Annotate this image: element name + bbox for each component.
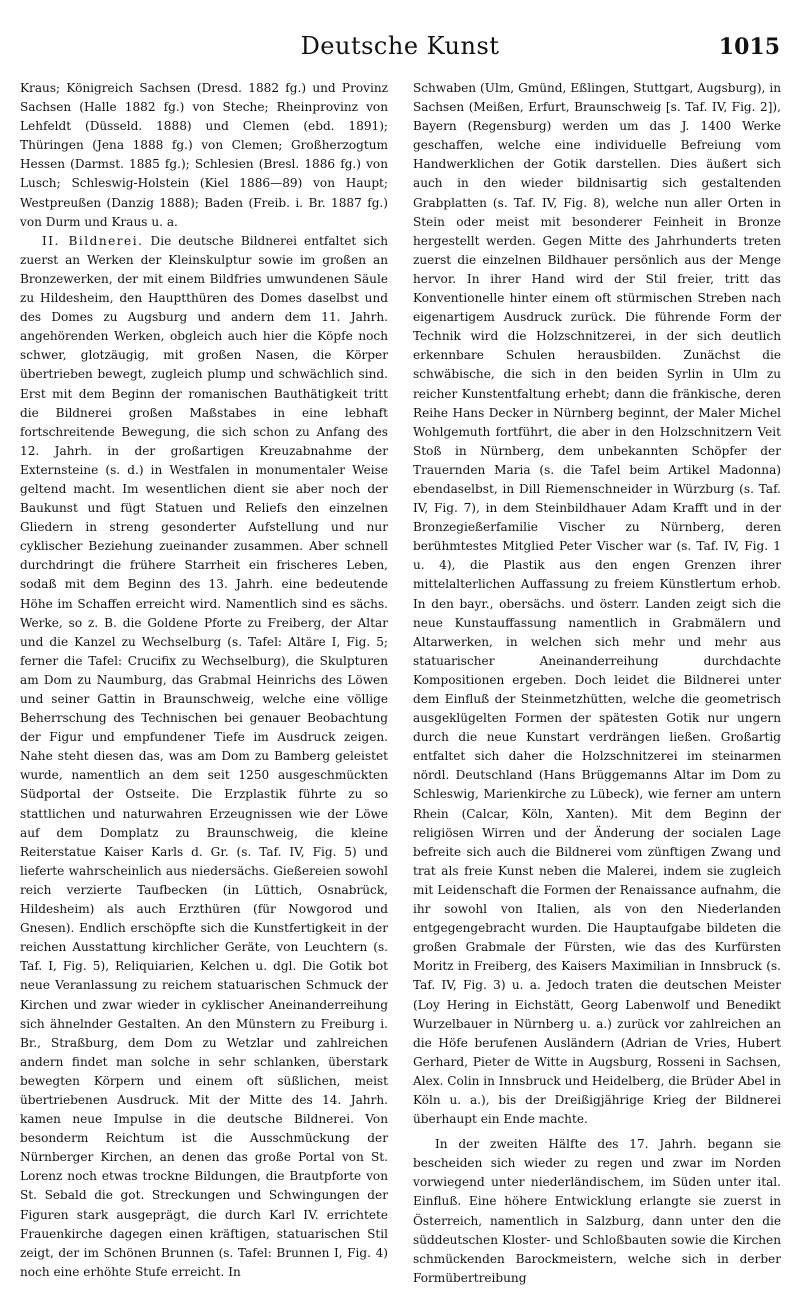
page-header — [20, 0, 780, 68]
left-column — [20, 79, 388, 1282]
section-heading-bildnerei: II. Bildnerei. — [42, 233, 144, 248]
paragraph-literature: Kraus; Königreich Sachsen (Dresd. 1882 fg.) und Provinz Sachsen (Halle 1882 fg.) von Steche; Rheinprovinz von Lehfeldt (Düsseld. 1888) und Clemen (ebd. 1891); Thüringen (Jena 1888 fg.) von Clemen; Großherzogtum Hessen (Darmst. 1885 fg.); Schlesien (Bresl. 1886 fg.) von Lusch; Schleswig-Holstein (Kiel 1886—89) von Haupt; Westpreußen (Danzig 1888); Baden (Freib. i. Br. 1887 fg.) von Durm und Kraus u. a. — [20, 81, 388, 229]
running-title: Deutsche Kunst — [300, 32, 500, 60]
page-number: 1015 — [718, 34, 780, 60]
paragraph-late-gothic: Schwaben (Ulm, Gmünd, Eßlingen, Stuttgart, Augsburg), in Sachsen (Meißen, Erfurt, Braunschweig [s. Taf. IV, Fig. 2]), Bayern (Regensburg) werden um das J. 1400 Werke geschaffen, welche eine individuelle Befreiung vom Handwerklichen der Gotik darstellen. Dies äußert sich auch in den wieder bildnisartig sich gestaltenden Grabplatten (s. Taf. IV, Fig. 8), welche nun aller Orten in Stein oder meist mit besonderer Feinheit in Bronze hergestellt werden. Gegen Mitte des Jahrhunderts treten zuerst die einzelnen Bildhauer persönlich aus der Menge hervor. In ihrer Hand wird der Stil freier, tritt das Konventionelle hinter einem oft stürmischen Streben nach eigenartigem Ausdruck zurück. Die führende Form der Technik wird die Holzschnitzerei, in der sich deutlich erkennbare Schulen herausbilden. Zunächst die schwäbische, die sich in den beiden Syrlin in Ulm zu reicher Kunstentfaltung erhebt; dann die fränkische, deren Reihe Hans Decker in Nürnberg beginnt, der Maler Michel Wohlgemuth fortführt, die aber in den Holzschnitzern Veit Stoß in Nürnberg, dem unbekannten Schöpfer der Trauernden Maria (s. die Tafel beim Artikel Madonna) ebendaselbst, in Dill Riemenschneider in Würzburg (s. Taf. IV, Fig. 7), in dem Steinbildhauer Adam Krafft und in der Bronzegießerfamilie Vischer zu Nürnberg, deren berühmtestes Mitglied Peter Vischer war (s. Taf. IV, Fig. 1 u. 4), die Plastik aus den engen Grenzen ihrer mittelalterlichen Auffassung zu freiem Künstlertum erhob. In den bayr., obersächs. und österr. Landen zeigt sich die neue Kunstauffassung namentlich in Grabmälern und Altarwerken, in welchen sich mehr und mehr aus statuarischer Aneinanderreihung durchdachte Kompositionen ergeben. Doch leidet die Bildnerei unter dem Einfluß der Steinmetzhütten, welche die geometrisch ausgeklügelten Formen der spätesten Gotik nur ungern durch die neue Kunstart verdrängen ließen. Großartig entfaltet sich daher die Holzschnitzerei im steinarmen nördl. Deutschland (Hans Brüggemanns Altar im Dom zu Schleswig, Marienkirche zu Lübeck), wie ferner am untern Rhein (Calcar, Köln, Xanten). Mit dem Beginn der religiösen Wirren und der Änderung der socialen Lage befreite sich auch die Bildnerei vom zünftigen Zwang und trat als freie Kunst neben die Malerei, indem sie zugleich mit Leidenschaft die Formen der Renaissance aufnahm, die ihr sowohl von Italien, als von den Niederlanden entgegengebracht wurden. Die Hauptaufgabe bildeten die großen Grabmale der Fürsten, wie das des Kurfürsten Moritz in Freiberg, des Kaisers Maximilian in Innsbruck (s. Taf. IV, Fig. 3) u. a. Jedoch traten die deutschen Meister (Loy Hering in Eichstätt, Georg Labenwolf und Benedikt Wurzelbauer in Nürnberg u. a.) zurück vor zahlreichen an die Höfe berufenen Ausländern (Adrian de Vries, Hubert Gerhard, Pieter de Witte in Augsburg, Rosseni in Sachsen, Alex. Colin in Innsbruck und Heidelberg, die Brüder Abel in Köln u. a.), bis der Dreißigjährige Krieg der Bildnerei überhaupt ein Ende machte. — [413, 81, 781, 1127]
paragraph-17th-century: In der zweiten Hälfte des 17. Jahrh. begann sie bescheiden sich wieder zu regen und zwar im Norden vorwiegend unter niederländischem, im Süden unter ital. Einfluß. Eine höhere Entwicklung erlangte sie zuerst in Österreich, namentlich in Salzburg, dann unter den die süddeutschen Kloster- und Schloßbauten sowie die Kirchen schmückenden Barockmeistern, welche sich in derber Formübertreibung — [413, 1137, 781, 1285]
paragraph-bildnerei-text: Die deutsche Bildnerei entfaltet sich zuerst an Werken der Kleinskulptur sowie im großen an Bronzewerken, der mit einem Bildfries umwundenen Säule zu Hildesheim, den Hauptthüren des Domes daselbst und des Domes zu Augsburg und andern dem 11. Jahrh. angehörenden Werken, obgleich auch hier die Köpfe noch schwer, glotzäugig, mit großen Nasen, die Körper übertrieben bewegt, zugleich plump und schwächlich sind. Erst mit dem Beginn der romanischen Bauthätigkeit tritt die Bildnerei großen Maßstabes in eine lebhaft fortschreitende Bewegung, die sich schon zu Anfang des 12. Jahrh. in der großartigen Kreuzabnahme der Externsteine (s. d.) in Westfalen in monumentaler Weise geltend macht. Im wesentlichen dient sie aber noch der Baukunst und fügt Statuen und Reliefs den einzelnen Gliedern in streng gesonderter Aufstellung und nur cyklischer Beziehung zueinander zusammen. Aber schnell durchdringt die frühere Starrheit ein frischeres Leben, sodaß mit dem Beginn des 13. Jahrh. eine bedeutende Höhe im Schaffen erreicht wird. Namentlich sind es sächs. Werke, so z. B. die Goldene Pforte zu Freiberg, der Altar und die Kanzel zu Wechselburg (s. Tafel: Altäre I, Fig. 5; ferner die Tafel: Crucifix zu Wechselburg), die Skulpturen am Dom zu Naumburg, das Grabmal Heinrichs des Löwen und seiner Gattin in Braunschweig, welche eine völlige Beherrschung des Technischen bei genauer Beobachtung der Figur und empfundener Tiefe im Ausdruck zeigen. Nahe steht diesen das, was am Dom zu Bamberg geleistet wurde, namentlich an dem seit 1250 ausgeschmückten Südportal der Ostseite. Die Erzplastik führte zu so stattlichen und naturwahren Erzeugnissen wie der Löwe auf dem Domplatz zu Braunschweig, die kleine Reiterstatue Kaiser Karls d. Gr. (s. Taf. IV, Fig. 5) und lieferte wahrscheinlich aus niedersächs. Gießereien sowohl reich verzierte Taufbecken (in Lüttich, Osnabrück, Hildesheim) als auch Erzthüren (für Nowgorod und Gnesen). Endlich erschöpfte sich die Kunstfertigkeit in der reichen Ausstattung kirchlicher Geräte, von Leuchtern (s. Taf. I, Fig. 5), Reliquiarien, Kelchen u. dgl. Die Gotik bot neue Veranlassung zu reichem statuarischen Schmuck der Kirchen und zwar wieder in cyklischer Aneinanderreihung sich ähnelnder Gestalten. An den Münstern zu Freiburg i. Br., Straßburg, dem Dom zu Wetzlar und zahlreichen andern findet man solche in sehr schlanken, überstark bewegten Körpern und einem oft süßlichen, meist übertriebenen Ausdruck. Mit der Mitte des 14. Jahrh. kamen neue Impulse in die deutsche Bildnerei. Von besonderm Reichtum ist die Ausschmückung der Nürnberger Kirchen, an denen das große Portal von St. Lorenz noch etwas trockne Bildungen, die Brautpforte von St. Sebald die got. Streckungen und Schwingungen der Figuren stark ausgeprägt, die durch Karl IV. errichtete Frauenkirche dagegen einen kräftigen, statuarischen Stil zeigt, der im Schönen Brunnen (s. Tafel: Brunnen I, Fig. 4) noch eine erhöhte Stufe erreicht. In — [20, 233, 388, 1279]
right-column — [413, 79, 781, 1288]
paragraph-bildnerei — [20, 232, 388, 1282]
